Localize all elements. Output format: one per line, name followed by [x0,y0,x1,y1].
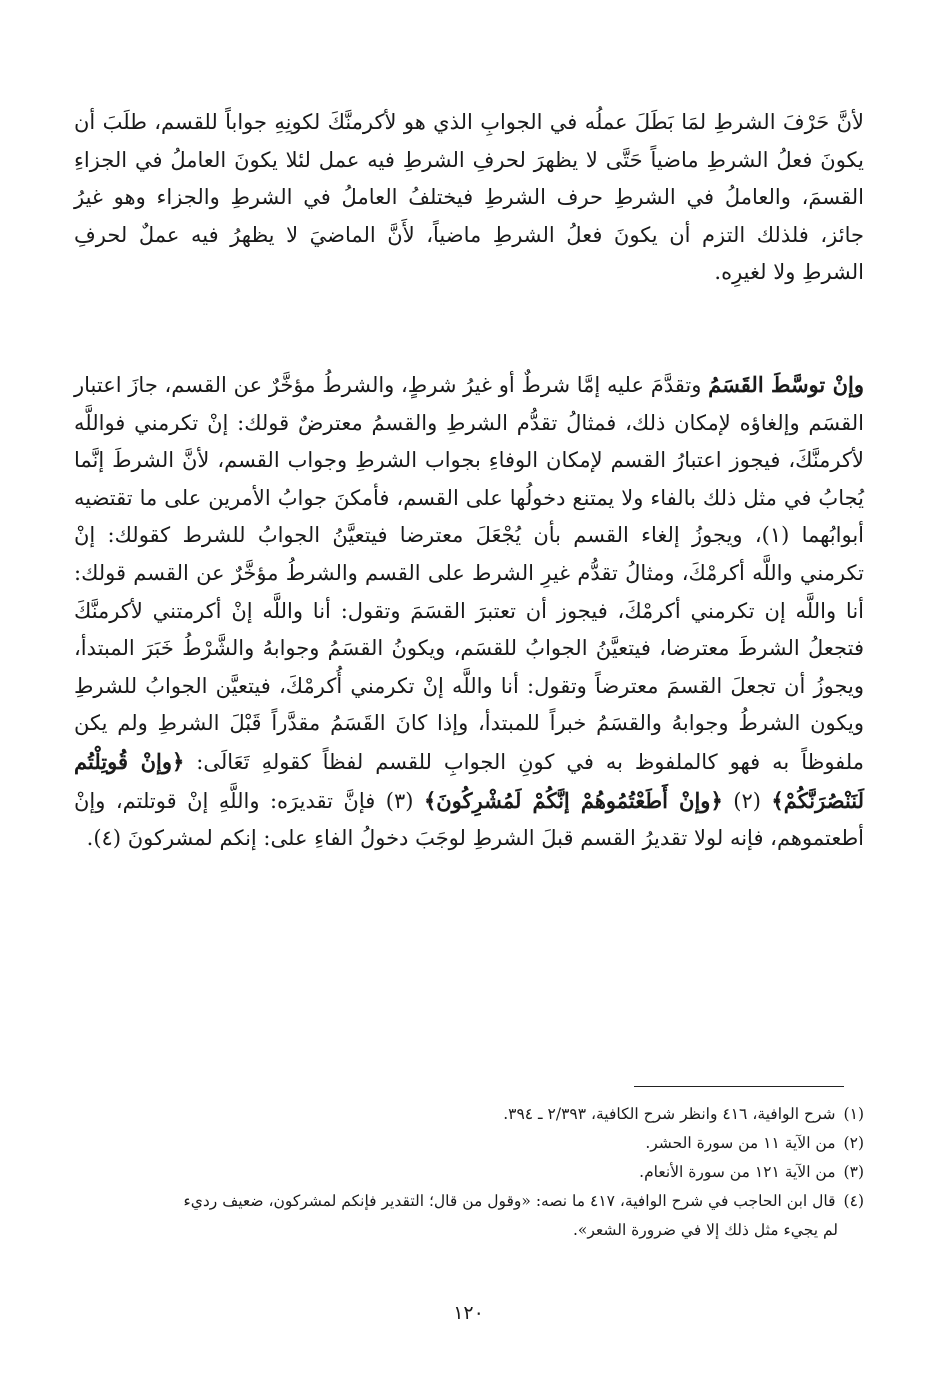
quran-verse-2: ﴿وإنْ أَطَعْتُمُوهُمْ إنَّكُمْ لَمُشْرِكُونَ﴾ [423,787,723,813]
paragraph-2-body: وتقدَّمَ عليه إمَّا شرطٌ أو غيرُ شرطٍ، والشرطُ مؤخَّرٌ عن القسم، جازَ اعتبار القسَم وإلغاؤه لإمكان ذلك، فمثالُ تقدُّم الشرطِ والقسمُ معترضٌ قولك: إنْ تكرمني فواللَّه لأكرمنَّكَ، فيجوز اعتبارُ القسم لإمكان الوفاءِ بجواب الشرطِ وجواب القسم، لأنَّ الشرطَ إنَّما يُجابُ في مثل ذلك بالفاء ولا يمتنع دخولُها على القسم، فأمكنَ جوابُ الأمرين على ما تقتضيه أبوابُهما (١)، ويجوزُ إلغاء القسم بأن يُجْعَلَ معترضا فيتعيَّنُ الجوابُ للشرط كقولك: إنْ تكرمني واللَّه أكرمْكَ، ومثالُ تقدُّم غيرِ الشرط على القسم والشرطُ مؤخَّرٌ عن القسم قولك: أنا واللَّه إن تكرمني أكرمْكَ، فيجوز أن تعتبرَ القسَمَ وتقول: أنا واللَّه إنْ أكرمتني لأكرمنَّكَ فتجعلُ الشرطَ معترضا، فيتعيَّنُ الجوابُ للقسَم، ويكونُ القسَمُ وجوابهُ والشَّرْطُ خَبَرَ المبتدأ، ويجوزُ أن تجعلَ القسمَ معترضاً وتقول: أنا واللَّه إنْ تكرمني أُكرمْكَ، فيتعيَّن الجوابُ للشرطِ ويكون الشرطُ وجوابهُ والقسَمُ خبراً للمبتدأ، وإذا كانَ القَسَمُ مقدَّراً قَبْلَ الشرطِ ولم يكن ملفوظاً به فهو كالملفوظ به في كونِ الجوابِ للقسم لفظاً كقولهِ تَعَالَى: [74,373,864,774]
footnote-number: (٢) [843,1134,864,1152]
footnote-number: (١) [843,1105,864,1123]
footnote-ref-2: (٢) [722,788,772,813]
paragraph-2-tail: فإنَّ تقديرَه: واللَّهِ إنْ قوتلتم، وإنْ أطعتموهم، فإنه لولا تقديرُ القسم قبلَ الشرطِ لوجَبَ دخولُ الفاءِ على: إنكم لمشركونَ (٤). [74,788,864,851]
footnote-text: من الآية ١١ من سورة الحشر. [645,1134,836,1152]
paragraph-2-text [74,366,864,858]
footnote-3 [74,1158,864,1187]
quran-verse-1: ﴿وإنْ قُوتِلْتُم لَنَنْصُرَنَّكُمْ﴾ [74,748,865,813]
footnote-4 [74,1187,864,1216]
body-paragraph-1 [74,104,864,292]
footnote-number: (٣) [843,1163,864,1181]
footnotes [74,1100,864,1245]
footnote-text: قال ابن الحاجب في شرح الوافية، ٤١٧ ما نصه: «وقول من قال؛ التقدير فإنكم لمشركون، ضعيف رديء [183,1192,836,1210]
body-paragraph-2 [74,366,864,858]
footnote-2 [74,1129,864,1158]
footnote-1 [74,1100,864,1129]
footnote-4-continuation: لم يجيء مثل ذلك إلا في ضرورة الشعر». [572,1221,838,1239]
section-lead-phrase: وإنْ توسَّطَ القَسَمُ [708,372,864,397]
page-number: ١٢٠ [453,1302,484,1324]
footnote-text: شرح الوافية، ٤١٦ وانظر شرح الكافية، ٢/٣٩٣ ـ ٣٩٤. [503,1105,836,1123]
footnote-ref-3: (٣) [375,788,424,813]
paragraph-1-text: لأنَّ حَرْفَ الشرطِ لمَا بَطَلَ عملُه في الجوابِ الذي هو لأكرمنَّكَ لكونِهِ جواباً للقسم، طلَبَ أن يكونَ فعلُ الشرطِ ماضياً حَتَّى لا يظهرَ لحرفِ الشرطِ فيه عمل لئلا يكونَ العاملُ في الجزاءِ القسمَ، والعاملُ في الشرطِ حرف الشرطِ فيختلفُ العاملُ في الشرطِ والجزاء وهو غيرُ جائز، فلذلك التزم أن يكونَ فعلُ الشرطِ ماضياً، لأَنَّ الماضيَ لا يظهرُ فيه عملٌ لحرفِ الشرطِ ولا لغيرِه. [74,110,864,285]
footnote-text: من الآية ١٢١ من سورة الأنعام. [639,1163,836,1181]
footnote-divider [634,1086,844,1087]
footnote-number: (٤) [843,1192,864,1210]
